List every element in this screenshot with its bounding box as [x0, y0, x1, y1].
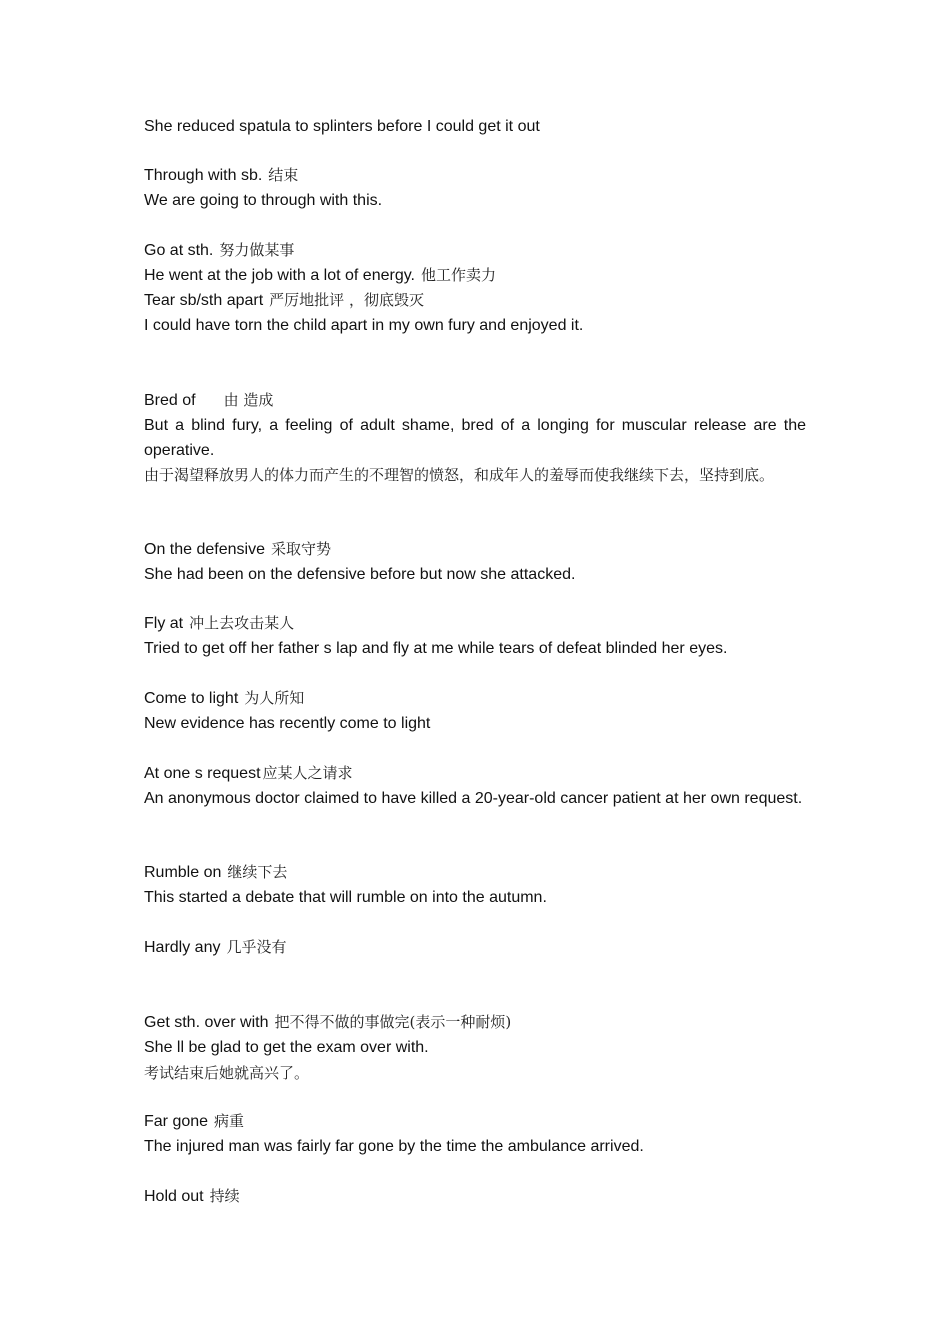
phrase-entry — [144, 761, 806, 786]
translation: 由于渴望释放男人的体力而产生的不理智的愤怒，和成年人的羞辱而使我继续下去，坚持到底。 — [144, 466, 775, 484]
example-sentence: An anonymous doctor claimed to have killed a 20-year-old cancer patient at her own request. — [144, 790, 803, 807]
phrase: Rumble on — [144, 864, 222, 881]
phrase-entry — [144, 1109, 806, 1134]
example-sentence: This started a debate that will rumble on into the autumn. — [144, 889, 547, 906]
phrase-entry — [144, 163, 806, 188]
phrase: Hardly any — [144, 939, 221, 956]
example-sentence: We are going to through with this. — [144, 192, 383, 209]
example-sentence: New evidence has recently come to light — [144, 715, 431, 732]
meaning: 努力做某事 — [219, 241, 295, 259]
phrase-entry — [144, 537, 806, 562]
example-sentence: Tried to get off her father s lap and fly at me while tears of defeat blinded her eyes. — [144, 640, 728, 657]
example-translation: 他工作卖力 — [420, 266, 496, 284]
phrase-entry — [144, 1184, 806, 1209]
phrase-entry — [144, 611, 806, 636]
meaning: 为人所知 — [244, 689, 305, 707]
phrase: Hold out — [144, 1188, 204, 1205]
translation: 考试结束后她就高兴了。 — [144, 1064, 310, 1082]
phrase: Far gone — [144, 1113, 209, 1130]
example-sentence: He went at the job with a lot of energy. — [144, 267, 415, 284]
phrase-entry — [144, 686, 806, 711]
phrase-entry — [144, 238, 806, 263]
example-sentence-row — [144, 263, 806, 288]
phrase: Bred of — [144, 392, 196, 409]
phrase-entry — [144, 1010, 806, 1035]
phrase: Through with sb. — [144, 167, 263, 184]
example-sentence: I could have torn the child apart in my own fury and enjoyed it. — [144, 317, 584, 334]
example-sentence: But a blind fury, a feeling of adult shame, bred of a longing for muscular release are the operative. — [144, 417, 806, 459]
meaning: 冲上去攻击某人 — [189, 614, 295, 632]
phrase: On the defensive — [144, 541, 265, 558]
meaning: 结束 — [268, 166, 299, 184]
phrase-entry — [144, 935, 806, 960]
example-sentence: The injured man was fairly far gone by the time the ambulance arrived. — [144, 1138, 644, 1155]
meaning: 几乎没有 — [226, 938, 287, 956]
meaning: 采取守势 — [270, 540, 331, 558]
phrase: Come to light — [144, 690, 239, 707]
phrase-entry — [144, 860, 806, 885]
phrase: At one s request — [144, 765, 261, 782]
example-sentence: She had been on the defensive before but now she attacked. — [144, 566, 576, 583]
phrase: Go at sth. — [144, 242, 214, 259]
phrase-entry — [144, 388, 806, 413]
meaning: 继续下去 — [227, 863, 288, 881]
example-sentence: She ll be glad to get the exam over with. — [144, 1039, 429, 1056]
phrase: Get sth. over with — [144, 1014, 269, 1031]
meaning: 把不得不做的事做完(表示一种耐烦) — [274, 1013, 512, 1031]
meaning: 应某人之请求 — [262, 764, 353, 782]
phrase: Tear sb/sth apart — [144, 292, 264, 309]
meaning: 严厉地批评 ，彻底毁灭 — [269, 291, 424, 309]
phrase: Fly at — [144, 615, 184, 632]
example-sentence: She reduced spatula to splinters before I could get it out — [144, 118, 540, 135]
phrase-entry — [144, 288, 806, 313]
meaning: 持续 — [209, 1187, 240, 1205]
meaning: 病重 — [214, 1112, 245, 1130]
meaning: 由 造成 — [223, 391, 274, 409]
